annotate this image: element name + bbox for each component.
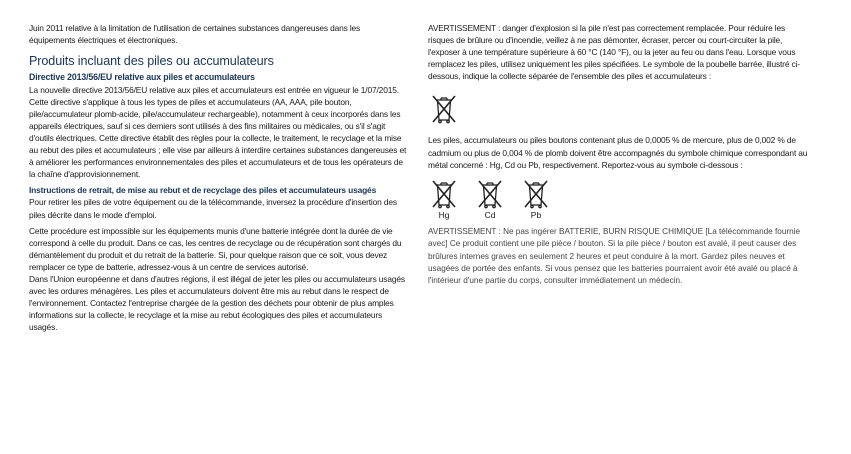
- chem-label-pb: Pb: [530, 209, 542, 220]
- warning-ingestion-text: AVERTISSEMENT : Ne pas ingérer BATTERIE, BURN RISQUE CHIMIQUE [La télécommande fournie avec] Ce produit contient une pile pièce / bouton. Si la pile pièce / bouton est avalé, il peut causer des brûlures internes graves en seulement 2 heures et peut conduire à la mort. Gardez piles neuves et usagées de portée des enfants. Si vous pensez que les batteries pourraient avoir été avalé ou placé à l'intérieur d'une partie du corps, consulter immédiatement un médecin.: [428, 226, 801, 286]
- eu-disposal-text: Dans l'Union européenne et dans d'autres régions, il est illégal de jeter les piles ou accumulateurs usagés avec les ordures ménagères. Les piles et accumulateurs doivent être mis au rebut dans le respect de l'environnement. Contactez l'entreprise chargée de la gestion des déchets pour obtenir de plus amples informations sur la collecte, le recyclage et la mise au rebut écologiques des piles et accumulateurs usagés.: [29, 274, 405, 333]
- crossed-bin-row: [430, 94, 810, 124]
- crossed-bin-hg-icon: [430, 179, 458, 220]
- crossed-bin-icon: [430, 94, 458, 124]
- left-column: [29, 22, 407, 333]
- warning-explosion-text: AVERTISSEMENT : danger d'explosion si la pile n'est pas correctement remplacée. Pour réduire les risques de brûlure ou d'incendie, veillez à ne pas démonter, écraser, percer ou court-circuiter la pile, l'exposer à une température supérieure à 60 °C (140 °F), ou la jeter au feu ou dans l'eau. Lorsque vous remplacez les piles, utilisez uniquement les piles spécifiées. Le symbole de la poubelle barrée, illustré ci-dessous, indique la collecte séparée de l'ensemble des piles et accumulateurs :: [428, 23, 800, 82]
- intro-text: Juin 2011 relative à la limitation de l'utilisation de certaines substances dangereuses dans les équipements électriques et électroniques.: [29, 23, 361, 46]
- mercury-cadmium-lead-text: Les piles, accumulateurs ou piles boutons contenant plus de 0,0005 % de mercure, plus de 0,002 % de cadmium ou plus de 0,004 % de plomb doivent être accompagnés du symbole chimique correspondant au métal concerné : Hg, Cd ou Pb, respectivement. Reportez-vous au symbole ci-dessous :: [428, 135, 808, 170]
- right-column: [428, 22, 810, 288]
- chem-label-cd: Cd: [484, 209, 496, 220]
- instructions-text: Pour retirer les piles de votre équipement ou de la télécommande, inversez la procédure d'insertion des piles décrite dans le mode d'emploi.: [29, 197, 397, 220]
- integrated-battery-text: Cette procédure est impossible sur les équipements munis d'une batterie intégrée dont la durée de vie correspond à celle du produit. Dans ce cas, les centres de recyclage ou de récupération sont chargés du démantèlement du produit et du retrait de la batterie. Si, pour quelque raison que ce soit, vous devez remplacer ce type de batterie, adressez-vous à un centre de services autorisé.: [29, 225, 402, 272]
- directive-text: La nouvelle directive 2013/56/EU relative aux piles et accumulateurs est entrée en vigueur le 1/07/2015. Cette directive s'applique à tous les types de piles et accumulateurs (AA, AAA, pile bouton, pile/accumulateur plomb-acide, pile/accumulateur rechargeable), notamment à ceux incorporés dans les appareils électriques, sauf si ces derniers sont utilisés à des fins militaires ou médicales, ou s'il s'agit d'outils électriques. Cette directive établit des règles pour la collecte, le traitement, le recyclage et la mise au rebut des piles et accumulateurs ; elle vise par ailleurs à interdire certaines substances dangereuses et à améliorer les performances environnementales des piles et accumulateurs et de tous les opérateurs de la chaîne d'approvisionnement.: [29, 84, 407, 180]
- chemical-bins-row: [430, 179, 810, 220]
- section-title: Produits incluant des piles ou accumulateurs: [29, 54, 274, 69]
- crossed-bin-cd-icon: [476, 179, 504, 220]
- crossed-bin-pb-icon: [522, 179, 550, 220]
- directive-heading: Directive 2013/56/EU relative aux piles et accumulateurs: [29, 72, 255, 83]
- instructions-heading: Instructions de retrait, de mise au rebut et de recyclage des piles et accumulateurs usagés: [29, 185, 377, 196]
- chem-label-hg: Hg: [438, 209, 450, 220]
